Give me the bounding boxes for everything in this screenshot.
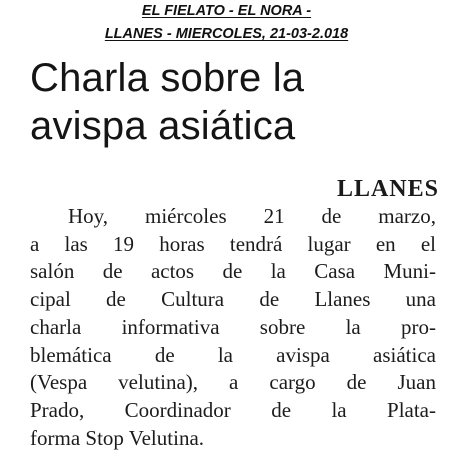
body-line: Prado, Coordinador de la Plata-	[30, 397, 436, 422]
source-date-label: LLANES - MIERCOLES, 21-03-2.018	[104, 26, 349, 42]
headline-line: Charla sobre la	[30, 56, 305, 100]
headline-line: avispa asiática	[30, 104, 296, 148]
source-publication-label: EL FIELATO - EL NORA -	[141, 3, 312, 19]
article-headline	[30, 54, 450, 150]
source-header-line-1	[0, 2, 453, 20]
body-line: forma Stop Velutina.	[30, 425, 205, 450]
body-line: blemática de la avispa asiática	[30, 342, 436, 367]
body-line: a las 19 horas tendrá lugar en el	[30, 231, 436, 256]
body-line: salón de actos de la Casa Muni-	[30, 259, 436, 284]
body-line: charla informativa sobre la pro-	[30, 314, 436, 339]
source-header-line-2	[0, 25, 453, 43]
body-line: cipal de Cultura de Llanes una	[30, 287, 436, 312]
body-line: (Vespa velutina), a cargo de Juan	[30, 370, 436, 395]
body-line: Hoy, miércoles 21 de marzo,	[68, 204, 436, 228]
article-body	[30, 203, 436, 452]
article-location: LLANES	[336, 176, 439, 202]
